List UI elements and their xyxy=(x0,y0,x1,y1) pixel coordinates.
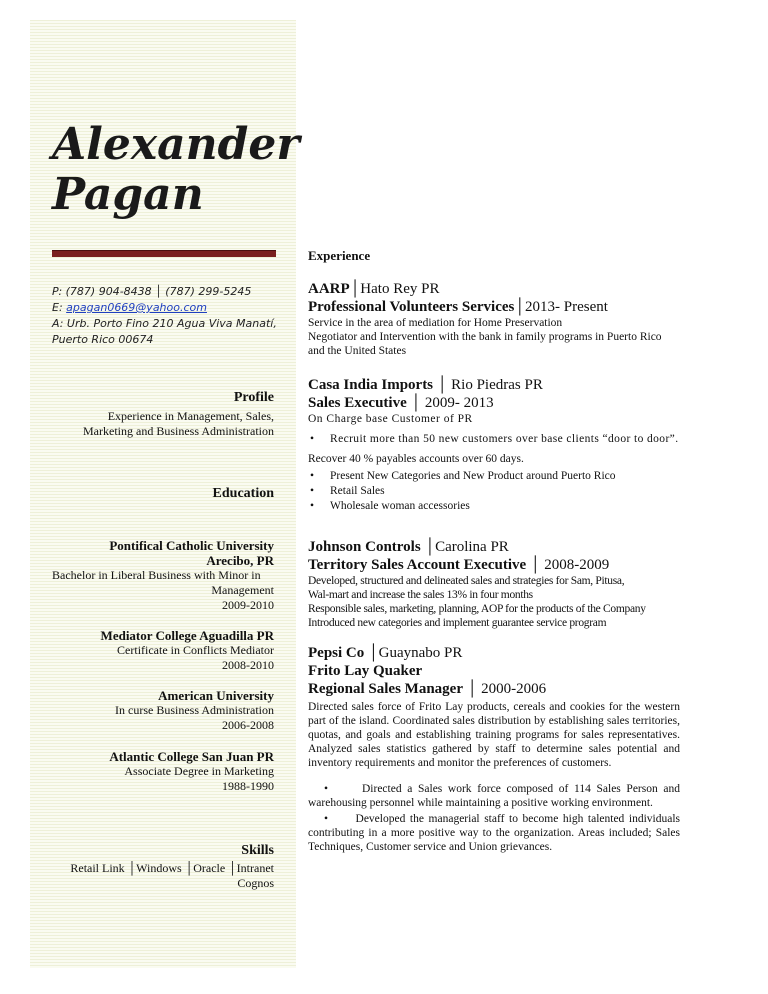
job-role: Territory Sales Account Executive │ 2008-2009 xyxy=(308,557,610,573)
company-place: │Guaynabo PR xyxy=(364,645,463,661)
company-name: Johnson Controls │Carolina PR xyxy=(308,539,509,555)
phone: P: (787) 904-8438 │ (787) 299-5245 xyxy=(52,285,252,298)
job-dates: │2013- Present xyxy=(514,299,608,315)
skills-line-1: Retail Link │Windows │Oracle │Intranet xyxy=(70,861,274,875)
education-years: 2009-2010 xyxy=(222,598,274,612)
education-section xyxy=(52,486,274,501)
list-item: • Wholesale woman accessories xyxy=(330,499,680,514)
email-prefix: E: xyxy=(52,301,67,314)
degree-line: In curse Business Administration xyxy=(115,703,274,717)
experience-heading: Experience xyxy=(308,248,371,263)
job-subtitle: On Charge base Customer of PR xyxy=(308,413,473,425)
job-dates: │ 2009- 2013 xyxy=(406,395,494,411)
job-johnson-controls xyxy=(308,538,680,630)
name-divider xyxy=(52,250,276,257)
last-name: Pagan xyxy=(52,169,204,220)
company-place: │Hato Rey PR xyxy=(349,281,440,297)
education-item xyxy=(52,538,274,613)
address-line-1: A: Urb. Porto Fino 210 Agua Viva Manatí, xyxy=(52,317,277,330)
job-aarp xyxy=(308,280,680,358)
company-place: │Carolina PR xyxy=(420,539,509,555)
education-years: 1988-1990 xyxy=(222,779,274,793)
degree-line: Certificate in Conflicts Mediator xyxy=(117,643,274,657)
degree-line-2: Management xyxy=(211,583,274,597)
degree-line: Associate Degree in Marketing xyxy=(124,764,274,778)
school-location: Arecibo, PR xyxy=(206,553,274,568)
list-item: • Retail Sales xyxy=(330,484,680,499)
school-name: Pontifical Catholic University xyxy=(109,538,274,553)
list-item: • Present New Categories and New Product around Puerto Rico xyxy=(330,469,680,484)
company-name: Casa India Imports │ Rio Piedras PR xyxy=(308,377,543,393)
list-item: • Developed the managerial staff to become high talented individuals contributing in a more positive way to the organization. Areas included; Sales Techniques, Customer service and Union grievances. xyxy=(308,813,680,853)
skills-line-2: Cognos xyxy=(237,876,274,890)
school-name: Mediator College Aguadilla PR xyxy=(100,628,274,643)
job-description: Wal-mart and increase the sales 13% in four months xyxy=(308,589,533,601)
school-name: American University xyxy=(158,688,274,703)
job-casa-india xyxy=(308,376,680,514)
email-line xyxy=(52,300,282,316)
job-description: Responsible sales, marketing, planning, AOP for the products of the Company xyxy=(308,603,646,615)
address-line-2: Puerto Rico 00674 xyxy=(52,333,154,346)
job-role: Regional Sales Manager │ 2000-2006 xyxy=(308,681,547,697)
job-line: Recover 40 % payables accounts over 60 days. xyxy=(308,453,524,465)
company-name-2: Frito Lay Quaker xyxy=(308,663,423,679)
job-description: Directed sales force of Frito Lay products, cereals and cookies for the western part of the island. Coordinated sales distribution by establishing sales territories, quotas, and goals and establishing training programs for sales representatives. Analyzed sales statistics gathered by staff to determine sales potential and inventory requirements and monitor the preferences of customers. xyxy=(308,701,680,769)
job-bullets xyxy=(308,469,680,514)
education-years: 2008-2010 xyxy=(222,658,274,672)
company-place: │ Rio Piedras PR xyxy=(433,377,543,393)
skills-heading: Skills xyxy=(241,843,274,858)
education-item xyxy=(52,628,274,673)
job-dates: │ 2008-2009 xyxy=(526,557,610,573)
skills-section xyxy=(52,843,274,891)
job-dates: │ 2000-2006 xyxy=(463,681,547,697)
candidate-name xyxy=(52,119,300,220)
job-description: Negotiator and Intervention with the bank in family programs in Puerto Rico and the United States xyxy=(308,331,662,357)
profile-line-1: Experience in Management, Sales, xyxy=(107,409,274,423)
job-bullets xyxy=(308,432,680,447)
job-description: Introduced new categories and implement guarantee service program xyxy=(308,617,607,629)
degree-line: Bachelor in Liberal Business with Minor in xyxy=(52,568,261,582)
profile-heading: Profile xyxy=(233,390,274,405)
job-description: Developed, structured and delineated sales and strategies for Sam, Pitusa, xyxy=(308,575,625,587)
education-item xyxy=(52,688,274,733)
job-description: Service in the area of mediation for Home Preservation xyxy=(308,317,563,329)
company-name: Pepsi Co │Guaynabo PR xyxy=(308,645,463,661)
job-pepsi-co xyxy=(308,644,680,854)
first-name: Alexander xyxy=(52,119,300,170)
list-item: • Directed a Sales work force composed of 114 Sales Person and warehousing personnel while maintaining a positive working environment. xyxy=(308,783,681,809)
education-heading: Education xyxy=(212,486,274,501)
profile-section xyxy=(52,390,274,439)
job-role: Professional Volunteers Services│2013- Present xyxy=(308,299,608,315)
education-years: 2006-2008 xyxy=(222,718,274,732)
profile-line-2: Marketing and Business Administration xyxy=(83,424,274,438)
school-name: Atlantic College San Juan PR xyxy=(109,749,274,764)
contact-block xyxy=(52,284,282,348)
job-role: Sales Executive │ 2009- 2013 xyxy=(308,395,494,411)
list-item: • Recruit more than 50 new customers over base clients “door to door”. xyxy=(330,432,680,447)
education-item xyxy=(52,749,274,794)
company-name: AARP│Hato Rey PR xyxy=(308,281,440,297)
email-link[interactable]: apagan0669@yahoo.com xyxy=(66,301,207,314)
